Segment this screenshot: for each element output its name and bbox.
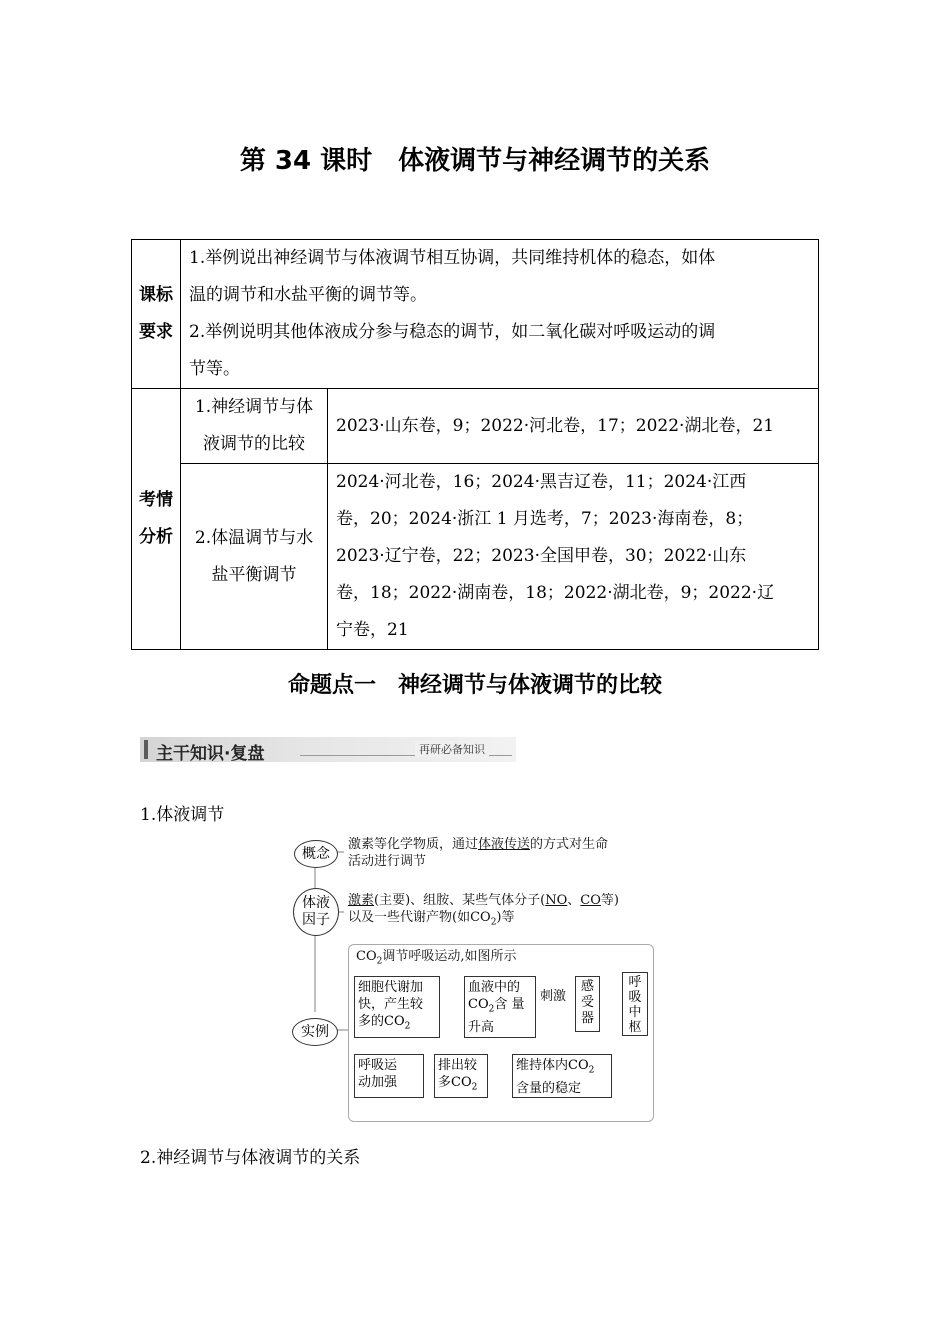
example-oval: 实例: [292, 1018, 338, 1046]
sources-cell-2: 2024·河北卷，16；2024·黑吉辽卷，11；2024·江西 卷，20；2024·浙江 1 月选考，7；2023·海南卷，8； 2023·辽宁卷，22；2023·全国甲卷，30；2022·山东 卷，18；2022·湖南卷，18；2022·湖北卷，9；2022·辽 宁卷，21: [328, 464, 819, 650]
item-humoral-regulation: 1.体液调节: [140, 805, 225, 825]
item-nerve-humoral-relationship: 2.神经调节与体液调节的关系: [140, 1148, 361, 1168]
box-cell-metabolism: 细胞代谢加 快，产生较 多的$CO_2$: [354, 976, 440, 1038]
box-breathing-increase: 呼吸运 动加强: [354, 1054, 424, 1098]
section-title: 命题点一 神经调节与体液调节的比较: [287, 673, 662, 698]
banner-title: 主干知识·复盘: [156, 744, 265, 764]
box-respiratory-center: 呼 吸 中 枢: [622, 972, 648, 1036]
panel-title: $CO_2$调节呼吸运动,如图所示: [356, 949, 517, 967]
requirements-cell: 1.举例说出神经调节与体液调节相互协调，共同维持机体的稳态，如体 温的调节和水盐平衡的调节等。 2.举例说明其他体液成分参与稳态的调节，如二氧化碳对呼吸运动的调 节等。: [181, 240, 819, 389]
sources-cell-1: 2023·山东卷，9；2022·河北卷，17；2022·湖北卷，21: [328, 389, 819, 464]
banner-subtitle: 再研必备知识: [415, 741, 489, 757]
box-expel-co2: 排出较 多$CO_2$: [434, 1054, 488, 1098]
factor-oval: 体液 因子: [293, 888, 339, 936]
concept-oval: 概念: [294, 840, 338, 868]
curriculum-table: [131, 239, 819, 650]
topic-cell-1: 1.神经调节与体 液调节的比较: [181, 389, 328, 464]
box-blood-co2: 血液中的 $CO_2$含 量 升高: [464, 976, 536, 1038]
banner: [140, 737, 516, 762]
analysis-label: 考情分析: [132, 389, 181, 650]
requirements-label: 课标要求: [132, 240, 181, 389]
banner-bar: [144, 740, 148, 759]
box-receptor: 感 受 器: [575, 976, 600, 1032]
factor-text: 激素(主要)、组胺、某些气体分子(NO、CO等) 以及一些代谢产物(如$CO_2$)等: [348, 893, 619, 928]
page-title: 第 34 课时 体液调节与神经调节的关系: [239, 146, 711, 176]
box-co2-stability: 维持体内$CO_2$ 含量的稳定: [512, 1054, 612, 1098]
topic-cell-2: 2.体温调节与水 盐平衡调节: [181, 464, 328, 650]
stimulus-label: 刺激: [540, 989, 567, 1004]
concept-text: 激素等化学物质，通过体液传送的方式对生命 活动进行调节: [348, 837, 609, 869]
humoral-regulation-diagram: [288, 832, 660, 1126]
